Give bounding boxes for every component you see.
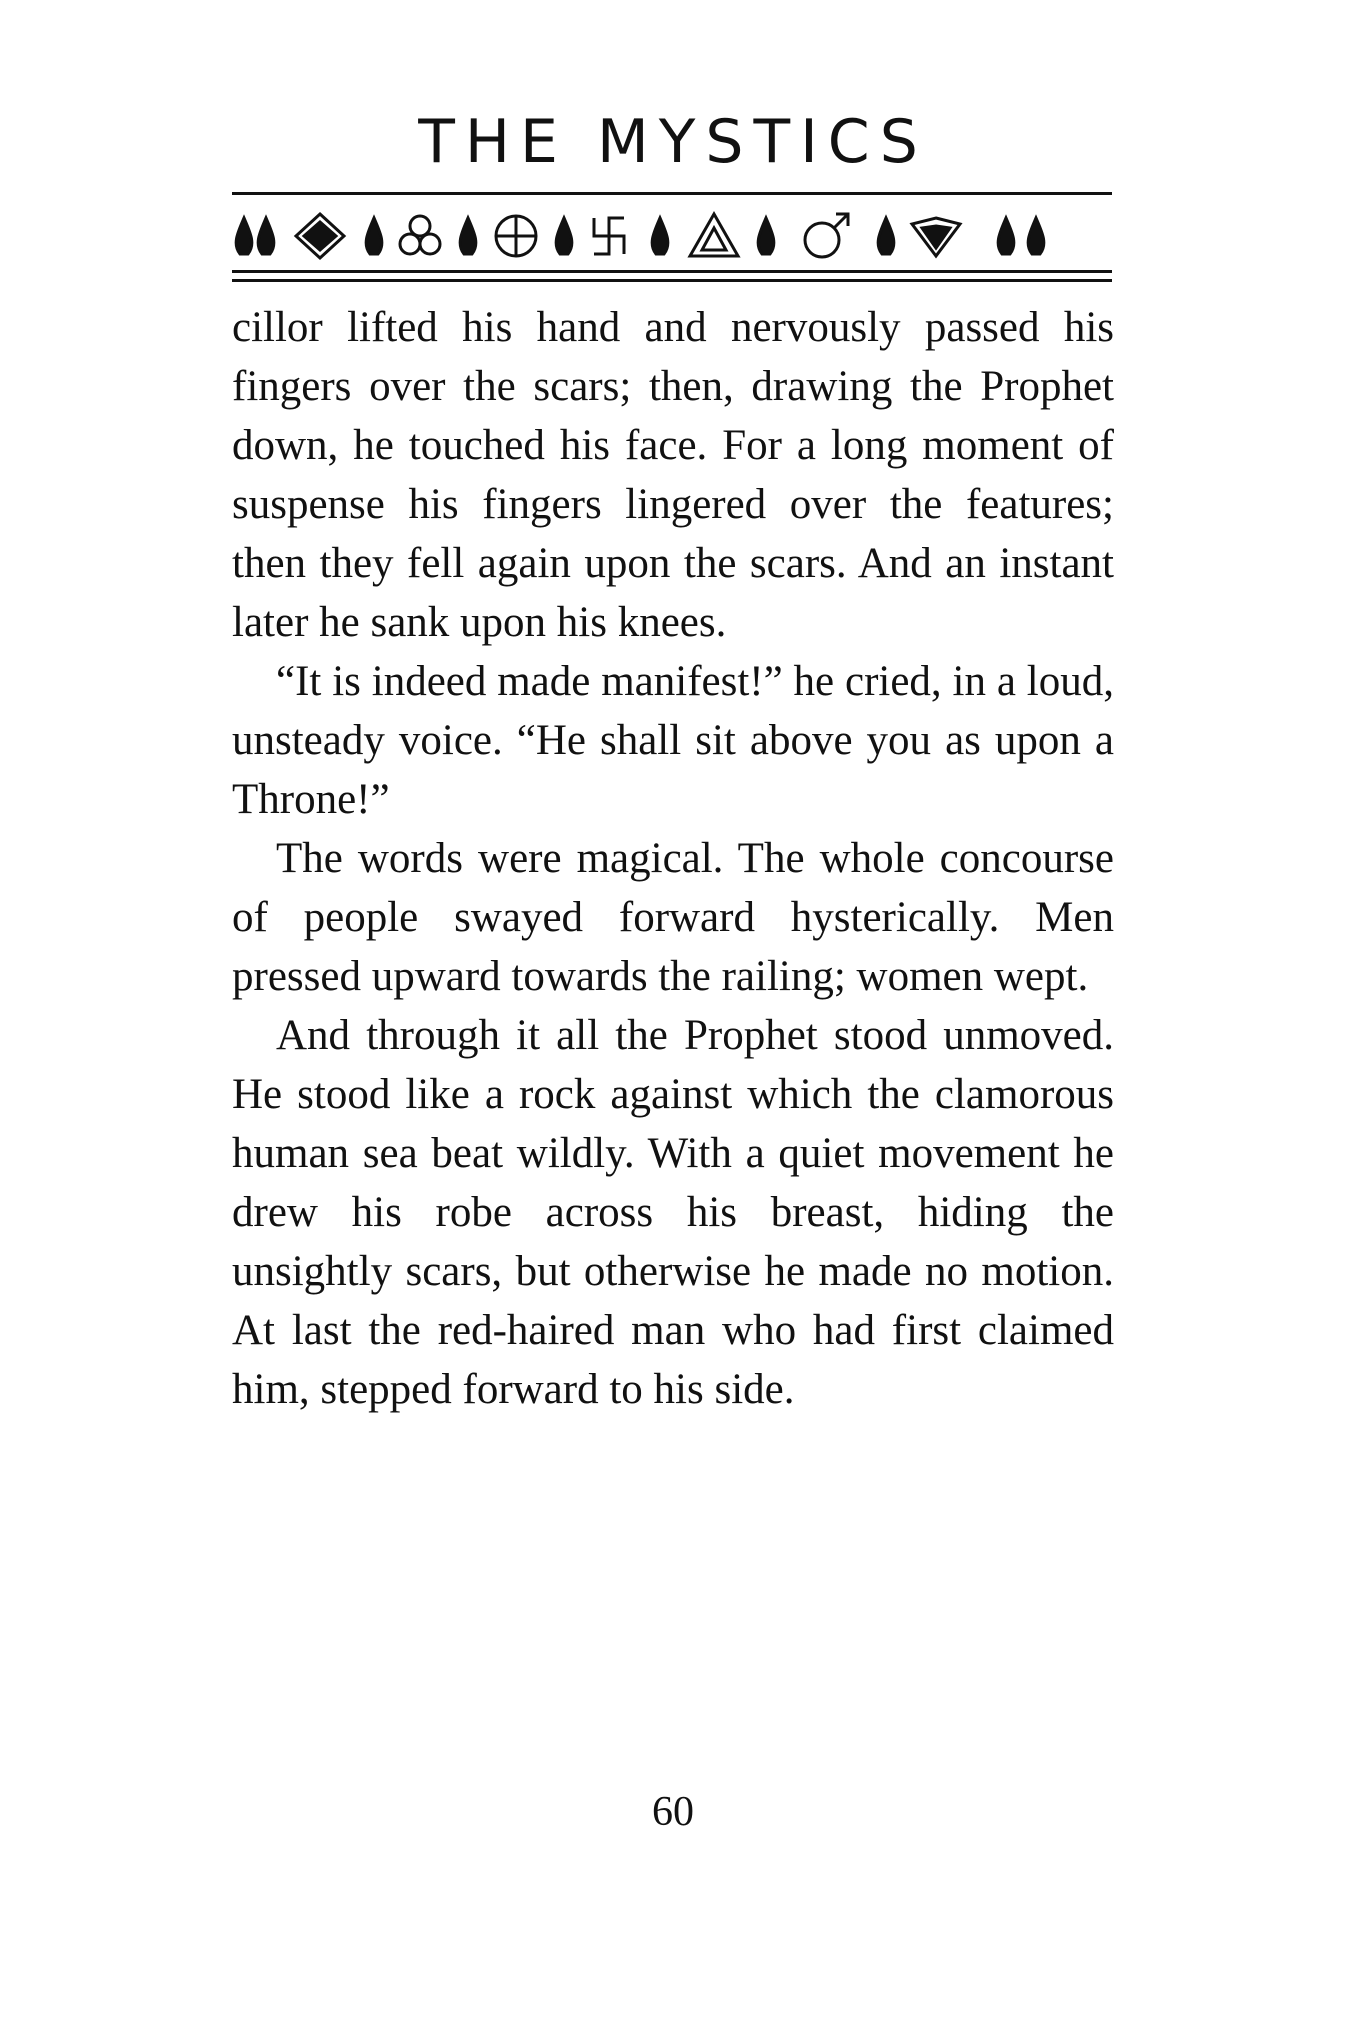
triangle-icon	[690, 214, 738, 256]
paragraph: And through it all the Prophet stood unmoved. He stood like a rock against which the clamorous human sea beat wildly. With a quiet movement he drew his robe across his breast, hiding the unsightly scars, but otherwise he made no motion. At last the red-haired man who had first claimed him, stepped forward to his side.	[232, 1012, 1114, 1413]
downward-diamond-icon	[912, 218, 960, 256]
flame-icon	[652, 218, 668, 254]
paragraph: cillor lifted his hand and nervously passed his fingers over the scars; then, drawing the Prophet down, he touched his face. For a long moment of suspense his fingers lingered over the features; then they fell again upon the scars. And an instant later he sank upon his knees.	[232, 304, 1114, 646]
ornament-band	[232, 204, 1112, 264]
trefoil-icon	[400, 216, 440, 254]
body-text	[232, 298, 1114, 1419]
circled-cross-icon	[496, 216, 536, 256]
flame-icon	[758, 218, 774, 254]
flame-icon	[460, 218, 476, 254]
diamond-icon	[296, 214, 344, 258]
header-rule-bottom-double	[232, 279, 1112, 282]
paragraph: “It is indeed made manifest!” he cried, in a loud, unsteady voice. “He shall sit above you as upon a Throne!”	[232, 658, 1114, 823]
mars-symbol-icon	[805, 214, 848, 257]
flame-icon	[366, 218, 382, 254]
running-head-title: THE MYSTICS	[418, 107, 928, 177]
header-rule-bottom	[232, 270, 1112, 273]
flame-pair-icon	[998, 218, 1044, 254]
paragraph: The words were magical. The whole concourse of people swayed forward hysterically. Men pressed upward towards the railing; women wept.	[232, 835, 1114, 1000]
flame-icon	[878, 218, 894, 254]
page-number: 60	[652, 1789, 694, 1835]
flame-pair-icon	[236, 218, 274, 254]
flame-icon	[556, 218, 572, 254]
header-rule-top	[232, 192, 1112, 195]
swastika-icon	[594, 218, 624, 254]
